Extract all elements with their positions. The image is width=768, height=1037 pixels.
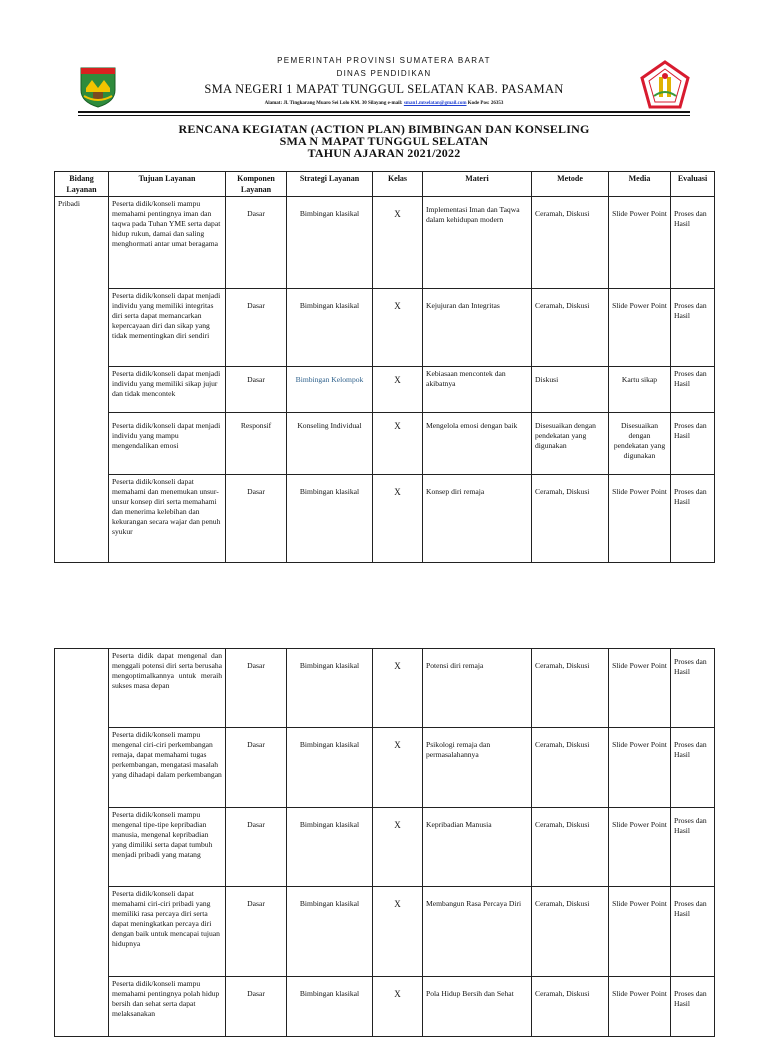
tujuan-cell: Peserta didik dapat mengenal dan menggali potensi diri serta berusaha mengoptimalkannya untuk meraih sukses masa depan <box>109 649 226 728</box>
col-header-bidang: Bidang Layanan <box>55 172 109 197</box>
kelas-cell: X <box>373 808 423 887</box>
materi-cell: Konsep diri remaja <box>423 475 532 563</box>
document-title: RENCANA KEGIATAN (ACTION PLAN) BIMBINGAN DAN KONSELING <box>178 122 590 136</box>
table-row <box>55 808 715 887</box>
strategi-cell: Bimbingan klasikal <box>287 649 373 728</box>
komponen-cell: Dasar <box>226 887 287 977</box>
letterhead-divider <box>78 111 690 113</box>
bidang-cell <box>55 649 109 1037</box>
metode-cell: Ceramah, Diskusi <box>532 977 609 1037</box>
metode-cell: Disesuaikan dengan pendekatan yang digunakan <box>532 413 609 475</box>
tujuan-cell: Peserta didik/konseli dapat memahami dan menemukan unsur-unsur konsep diri serta memahami dan menerima kelebihan dan kekurangan secara wajar dan penuh syukur <box>109 475 226 563</box>
materi-cell: Pola Hidup Bersih dan Sehat <box>423 977 532 1037</box>
komponen-cell: Dasar <box>226 649 287 728</box>
tujuan-cell: Peserta didik/konseli dapat memahami ciri-ciri pribadi yang memiliki rasa percaya diri serta dapat meningkatkan percaya diri dengan baik untuk mencapai tujuan hidupnya <box>109 887 226 977</box>
media-cell: Slide Power Point <box>609 475 671 563</box>
media-cell: Slide Power Point <box>609 887 671 977</box>
media-cell: Slide Power Point <box>609 649 671 728</box>
col-header-evaluasi: Evaluasi <box>671 172 715 197</box>
school-address <box>0 101 768 106</box>
media-cell: Disesuaikan dengan pendekatan yang digunakan <box>609 413 671 475</box>
strategi-cell: Bimbingan klasikal <box>287 475 373 563</box>
metode-cell: Ceramah, Diskusi <box>532 197 609 289</box>
evaluasi-cell: Proses dan Hasil <box>671 197 715 289</box>
komponen-cell: Dasar <box>226 475 287 563</box>
table-row <box>55 289 715 367</box>
strategi-cell: Bimbingan klasikal <box>287 289 373 367</box>
email-link[interactable]: sman1.mtselatan@gmail.com <box>403 101 467 106</box>
evaluasi-cell: Proses dan Hasil <box>671 728 715 808</box>
komponen-cell: Dasar <box>226 197 287 289</box>
media-cell: Slide Power Point <box>609 977 671 1037</box>
evaluasi-cell: Proses dan Hasil <box>671 887 715 977</box>
action-plan-table-continued <box>54 648 715 1037</box>
materi-cell: Potensi diri remaja <box>423 649 532 728</box>
evaluasi-cell: Proses dan Hasil <box>671 649 715 728</box>
strategi-cell: Bimbingan klasikal <box>287 887 373 977</box>
materi-cell: Kebiasaan mencontek dan akibatnya <box>423 367 532 413</box>
postal-code: Kode Pos: 26353 <box>466 101 504 106</box>
tujuan-cell: Peserta didik/konseli mampu mengenal ciri-ciri perkembangan remaja, dapat memahami tugas perkembangan, mengatasi masalah yang dihadapi dalam perkembangan <box>109 728 226 808</box>
metode-cell: Ceramah, Diskusi <box>532 289 609 367</box>
evaluasi-cell: Proses dan Hasil <box>671 977 715 1037</box>
col-header-komponen: Komponen Layanan <box>226 172 287 197</box>
table-row <box>55 475 715 563</box>
media-cell: Slide Power Point <box>609 289 671 367</box>
kelas-cell: X <box>373 197 423 289</box>
metode-cell: Ceramah, Diskusi <box>532 728 609 808</box>
metode-cell: Ceramah, Diskusi <box>532 475 609 563</box>
komponen-cell: Dasar <box>226 367 287 413</box>
metode-cell: Ceramah, Diskusi <box>532 808 609 887</box>
table-row <box>55 413 715 475</box>
kelas-cell: X <box>373 289 423 367</box>
tujuan-cell: Peserta didik/konseli mampu memahami pentingnya polah hidup bersih dan sehat serta dapat melaksanakan <box>109 977 226 1037</box>
tujuan-cell: Peserta didik/konseli mampu memahami pentingnya iman dan taqwa pada Tuhan YME serta dapat hidup rukun, damai dan saling menghormati antar umat beragama <box>109 197 226 289</box>
col-header-media: Media <box>609 172 671 197</box>
materi-cell: Mengelola emosi dengan baik <box>423 413 532 475</box>
strategi-cell: Konseling Individual <box>287 413 373 475</box>
media-cell: Slide Power Point <box>609 197 671 289</box>
komponen-cell: Dasar <box>226 728 287 808</box>
evaluasi-cell: Proses dan Hasil <box>671 289 715 367</box>
document-subtitle-school: SMA N MAPAT TUNGGUL SELATAN <box>279 134 489 148</box>
table-row <box>55 197 715 289</box>
document-subtitle-year: TAHUN AJARAN 2021/2022 <box>307 146 461 160</box>
kelas-cell: X <box>373 413 423 475</box>
action-plan-table <box>54 171 715 563</box>
materi-cell: Kejujuran dan Integritas <box>423 289 532 367</box>
metode-cell: Diskusi <box>532 367 609 413</box>
tujuan-cell: Peserta didik/konseli dapat menjadi individu yang mampu mengendalikan emosi <box>109 413 226 475</box>
tujuan-cell: Peserta didik/konseli dapat menjadi individu yang memiliki sikap jujur dan tidak mencontek <box>109 367 226 413</box>
department-name: DINAS PENDIDIKAN <box>336 69 432 78</box>
letterhead-divider-thin <box>78 115 690 116</box>
komponen-cell: Responsif <box>226 413 287 475</box>
media-cell: Slide Power Point <box>609 728 671 808</box>
kelas-cell: X <box>373 887 423 977</box>
materi-cell: Kepribadian Manusia <box>423 808 532 887</box>
school-name: SMA NEGERI 1 MAPAT TUNGGUL SELATAN KAB. PASAMAN <box>204 82 564 96</box>
kelas-cell: X <box>373 728 423 808</box>
col-header-metode: Metode <box>532 172 609 197</box>
kelas-cell: X <box>373 367 423 413</box>
kelas-cell: X <box>373 649 423 728</box>
evaluasi-cell: Proses dan Hasil <box>671 475 715 563</box>
evaluasi-cell: Proses dan Hasil <box>671 367 715 413</box>
media-cell: Kartu sikap <box>609 367 671 413</box>
table-row <box>55 649 715 728</box>
strategi-cell: Bimbingan klasikal <box>287 977 373 1037</box>
kelas-cell: X <box>373 475 423 563</box>
letterhead <box>0 0 768 118</box>
bidang-cell: Pribadi <box>55 197 109 563</box>
materi-cell: Membangun Rasa Percaya Diri <box>423 887 532 977</box>
col-header-kelas: Kelas <box>373 172 423 197</box>
strategi-cell: Bimbingan klasikal <box>287 728 373 808</box>
address-text: Alamat: Jl. Tingkarang Muaro Sei Lolo KM. 30 Silayang e-mail: <box>264 101 404 106</box>
materi-cell: Psikologi remaja dan permasalahannya <box>423 728 532 808</box>
table-row <box>55 977 715 1037</box>
strategi-cell: Bimbingan klasikal <box>287 808 373 887</box>
table-row <box>55 728 715 808</box>
komponen-cell: Dasar <box>226 289 287 367</box>
government-name: PEMERINTAH PROVINSI SUMATERA BARAT <box>277 56 491 65</box>
table-row <box>55 887 715 977</box>
col-header-tujuan: Tujuan Layanan <box>109 172 226 197</box>
strategi-cell: Bimbingan Kelompok <box>287 367 373 413</box>
tujuan-cell: Peserta didik/konseli mampu mengenal tipe-tipe kepribadian manusia, mengenal kepribadian yang dimiliki serta dapat tumbuh menjadi pribadi yang matang <box>109 808 226 887</box>
evaluasi-cell: Proses dan Hasil <box>671 413 715 475</box>
metode-cell: Ceramah, Diskusi <box>532 887 609 977</box>
kelas-cell: X <box>373 977 423 1037</box>
komponen-cell: Dasar <box>226 977 287 1037</box>
komponen-cell: Dasar <box>226 808 287 887</box>
media-cell: Slide Power Point <box>609 808 671 887</box>
strategi-cell: Bimbingan klasikal <box>287 197 373 289</box>
evaluasi-cell: Proses dan Hasil <box>671 808 715 887</box>
col-header-strategi: Strategi Layanan <box>287 172 373 197</box>
metode-cell: Ceramah, Diskusi <box>532 649 609 728</box>
table-row <box>55 367 715 413</box>
tujuan-cell: Peserta didik/konseli dapat menjadi individu yang memiliki integritas diri serta dapat memancarkan kepercayaan diri dan sikap yang tidak mementingkan diri sendiri <box>109 289 226 367</box>
table-header-row <box>55 172 715 197</box>
materi-cell: Implementasi Iman dan Taqwa dalam kehidupan modern <box>423 197 532 289</box>
col-header-materi: Materi <box>423 172 532 197</box>
